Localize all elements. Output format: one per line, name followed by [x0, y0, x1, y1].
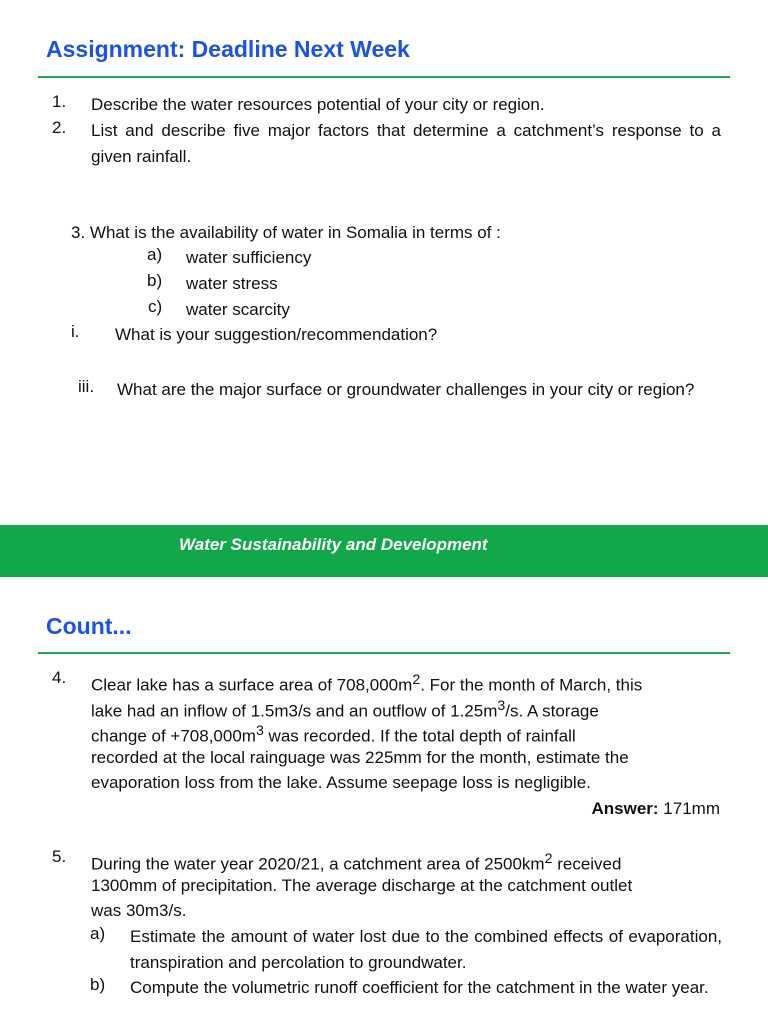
- question-5-line: 1300mm of precipitation. The average discharge at the catchment outlet: [91, 876, 633, 895]
- title-divider: [38, 652, 730, 654]
- question-4-line: recorded at the local rainguage was 225mm for the month, estimate the: [91, 748, 629, 767]
- sub-label: b): [90, 975, 106, 994]
- question-5-line: During the water year 2020/21, a catchment area of $2500km^2$ received: [91, 851, 622, 874]
- section-banner: [0, 525, 768, 577]
- roman-text: What is your suggestion/recommendation?: [115, 325, 438, 344]
- item-number: 2.: [52, 118, 67, 137]
- roman-text: What are the major surface or groundwater challenges in your city or region?: [117, 380, 695, 399]
- question-4-line: lake had an inflow of 1.5m3/s and an outflow of $1.25m^3/s$. A storage: [91, 698, 599, 721]
- roman-number: iii.: [78, 377, 95, 396]
- item-text: Describe the water resources potential of your city or region.: [91, 95, 545, 114]
- sub-text: water stress: [186, 274, 278, 293]
- slide-title: Assignment: Deadline Next Week: [46, 36, 410, 62]
- answer-value: 171mm: [658, 799, 720, 818]
- question-3-text: 3. What is the availability of water in Somalia in terms of :: [71, 223, 501, 242]
- sub-text: water scarcity: [186, 300, 290, 319]
- banner-text: Water Sustainability and Development: [179, 535, 488, 554]
- item-number: 1.: [52, 92, 67, 111]
- sub-label: a): [90, 924, 106, 943]
- question-5-line: was 30m3/s.: [91, 901, 187, 920]
- roman-number: i.: [71, 322, 80, 341]
- question-number: 4.: [52, 668, 67, 687]
- slide-title: Count...: [46, 613, 132, 639]
- sub-text: Estimate the amount of water lost due to the combined effects of evaporation, transpiration and percolation to groundwater.: [130, 927, 722, 972]
- sub-label: a): [147, 245, 163, 264]
- item-text: List and describe five major factors that determine a catchment’s response to a given rainfall.: [91, 121, 721, 166]
- question-4-line: Clear lake has a surface area of $708,000m^2$. For the month of March, this: [91, 672, 643, 695]
- answer-label: Answer:: [591, 799, 659, 818]
- question-4-line: change of $+708,000m^3$ was recorded. If the total depth of rainfall: [91, 723, 576, 746]
- title-divider: [38, 76, 730, 78]
- sub-label: c): [148, 297, 163, 316]
- continued-slide: [0, 577, 768, 1024]
- sub-text: Compute the volumetric runoff coefficient for the catchment in the water year.: [130, 978, 709, 997]
- question-number: 5.: [52, 847, 67, 866]
- question-4-line: evaporation loss from the lake. Assume seepage loss is negligible.: [91, 773, 591, 792]
- sub-label: b): [147, 271, 163, 290]
- answer: [592, 796, 721, 822]
- sub-text: water sufficiency: [186, 248, 312, 267]
